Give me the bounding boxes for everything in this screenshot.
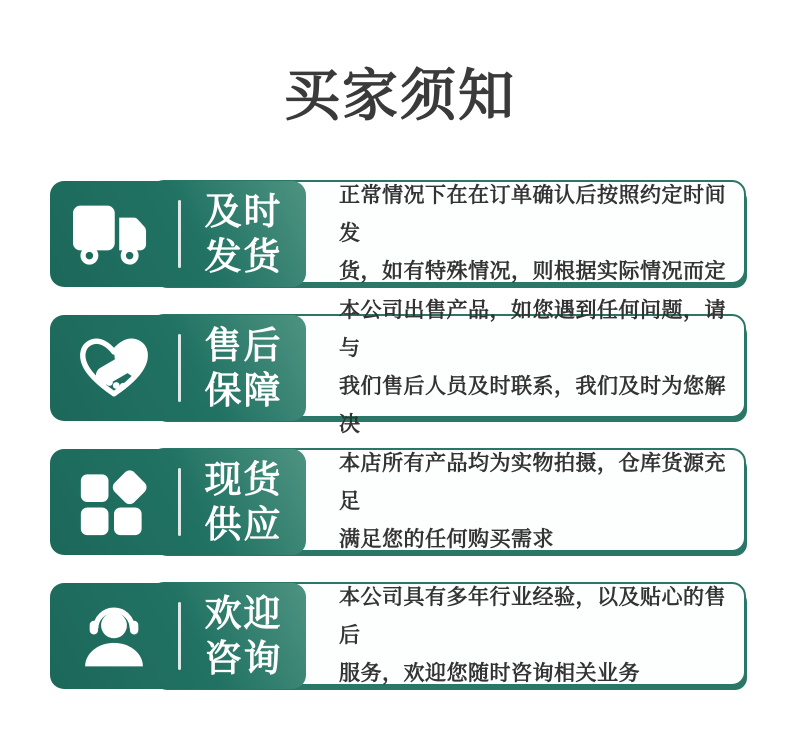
feature-label bbox=[181, 189, 306, 279]
description-text bbox=[339, 299, 739, 436]
feature-label-line: 现货 bbox=[204, 459, 283, 500]
feature-label-line: 及时 bbox=[204, 191, 283, 232]
notice-row-aftersales bbox=[0, 299, 800, 436]
description-line: 本店所有产品均为实物拍摄，仓库货源充足 bbox=[339, 452, 726, 513]
feature-label-line: 咨询 bbox=[204, 638, 283, 679]
notice-row-shipping bbox=[0, 180, 800, 288]
page-title: 买家须知 bbox=[284, 64, 516, 127]
description-line: 货，如有特殊情况，则根据实际情况而定 bbox=[339, 260, 726, 283]
description-text bbox=[339, 450, 739, 554]
feature-label bbox=[181, 323, 306, 413]
description-line: 满足您的任何购买需求 bbox=[339, 528, 554, 551]
feature-label bbox=[181, 591, 306, 681]
description-text bbox=[339, 584, 739, 688]
feature-label-line: 保障 bbox=[204, 370, 283, 411]
headset-person-icon bbox=[50, 601, 178, 671]
description-line: 本公司出售产品，如您遇到任何问题，请与 bbox=[339, 299, 726, 360]
notice-row-consult bbox=[0, 582, 800, 690]
description-text bbox=[339, 182, 739, 286]
truck-icon bbox=[50, 202, 178, 266]
feature-card bbox=[50, 315, 306, 421]
notice-row-stock bbox=[0, 448, 800, 556]
squares-icon bbox=[50, 467, 178, 537]
description-line: 正常情况下在在订单确认后按照约定时间发 bbox=[339, 184, 726, 245]
feature-label-line: 发货 bbox=[204, 236, 283, 277]
feature-card bbox=[50, 181, 306, 287]
feature-card bbox=[50, 449, 306, 555]
feature-label-line: 供应 bbox=[204, 504, 283, 545]
feature-label-line: 售后 bbox=[204, 325, 283, 366]
handshake-heart-icon bbox=[50, 333, 178, 403]
description-line: 本公司具有多年行业经验，以及贴心的售后 bbox=[339, 586, 726, 647]
feature-card bbox=[50, 583, 306, 689]
description-line: 我们售后人员及时联系，我们及时为您解决 bbox=[339, 375, 726, 436]
description-line: 服务，欢迎您随时咨询相关业务 bbox=[339, 662, 640, 685]
feature-label bbox=[181, 457, 306, 547]
feature-label-line: 欢迎 bbox=[204, 593, 283, 634]
